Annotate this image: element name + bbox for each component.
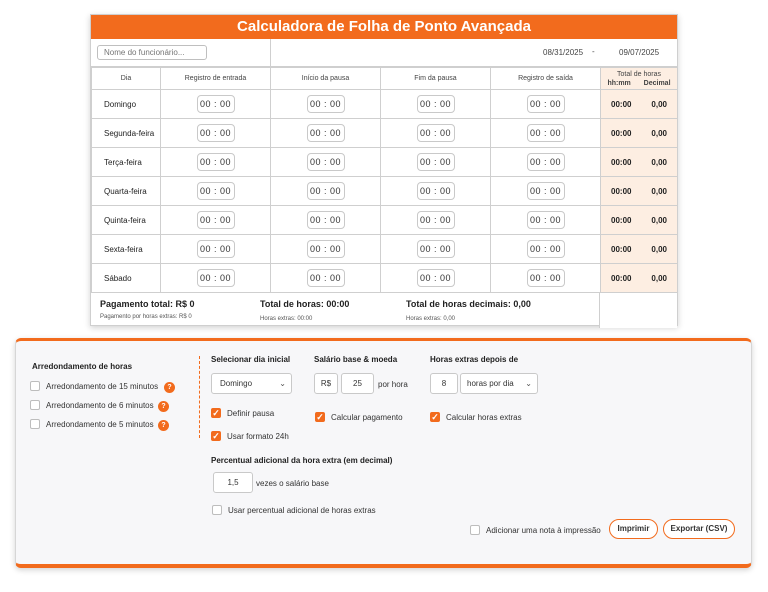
entry-time-input[interactable]: 00 : 00 [197, 269, 235, 287]
exit-time-input[interactable]: 00 : 00 [527, 182, 565, 200]
total-hours: Total de horas: 00:00 [260, 299, 350, 309]
date-separator: - [592, 47, 595, 56]
export-csv-button[interactable]: Exportar (CSV) [663, 519, 735, 539]
salary-heading: Salário base & moeda [314, 355, 398, 364]
start-day-value: Domingo [220, 379, 253, 388]
calculate-overtime-label: Calcular horas extras [446, 413, 522, 422]
overtime-hours: Horas extras: 00:00 [260, 316, 313, 322]
row-total [601, 274, 677, 283]
break-start-time-input[interactable]: 00 : 00 [307, 182, 345, 200]
exit-time-input[interactable]: 00 : 00 [527, 153, 565, 171]
salary-unit: por hora [378, 380, 408, 389]
multiplier-suffix: vezes o salário base [256, 479, 329, 488]
rounding-5-checkbox[interactable] [30, 419, 40, 429]
define-break-checkbox[interactable]: ✓ [212, 408, 220, 418]
break-start-time-input[interactable]: 00 : 00 [307, 124, 345, 142]
header-total-decimal: Decimal [643, 79, 671, 87]
break-end-time-input[interactable]: 00 : 00 [417, 269, 455, 287]
date-start[interactable]: 08/31/2025 [543, 48, 584, 57]
chevron-down-icon: ⌄ [279, 379, 286, 388]
divider [270, 39, 271, 66]
start-day-select[interactable] [211, 373, 292, 394]
overtime-decimal: Horas extras: 0,00 [406, 316, 456, 322]
break-start-time-input[interactable]: 00 : 00 [307, 95, 345, 113]
page-title: Calculadora de Folha de Ponto Avançada [91, 15, 677, 39]
calculate-payment-checkbox[interactable]: ✓ [316, 412, 324, 422]
day-label: Sexta-feira [92, 235, 161, 264]
settings-panel [15, 338, 752, 568]
header-break-end: Fim da pausa [381, 68, 491, 90]
rounding-heading: Arredondamento de horas [32, 362, 133, 371]
define-break-label: Definir pausa [227, 409, 275, 418]
salary-input[interactable] [341, 373, 374, 394]
header-total [601, 68, 678, 90]
timesheet-table [91, 67, 678, 293]
header-entry: Registro de entrada [161, 68, 271, 90]
day-label: Segunda-feira [92, 119, 161, 148]
exit-time-input[interactable]: 00 : 00 [527, 124, 565, 142]
break-start-time-input[interactable]: 00 : 00 [307, 211, 345, 229]
row-total-decimal: 0,00 [651, 128, 667, 138]
header-total-sub [601, 79, 677, 88]
overtime-threshold-input[interactable] [430, 373, 458, 394]
header-exit: Registro de saída [491, 68, 601, 90]
row-total-decimal: 0,00 [651, 99, 667, 109]
entry-time-input[interactable]: 00 : 00 [197, 153, 235, 171]
print-button[interactable]: Imprimir [609, 519, 658, 539]
entry-time-input[interactable]: 00 : 00 [197, 182, 235, 200]
break-end-time-input[interactable]: 00 : 00 [417, 182, 455, 200]
overtime-period-value: horas por dia [467, 379, 514, 388]
use-percent-checkbox[interactable] [212, 505, 222, 515]
exit-time-input[interactable]: 00 : 00 [527, 95, 565, 113]
break-start-time-input[interactable]: 00 : 00 [307, 240, 345, 258]
use-percent-label: Usar percentual adicional de horas extras [228, 506, 376, 515]
row-total-hhmm: 00:00 [611, 273, 632, 283]
row-total-decimal: 0,00 [651, 244, 667, 254]
entry-time-input[interactable]: 00 : 00 [197, 124, 235, 142]
header-break-start: Início da pausa [271, 68, 381, 90]
break-end-time-input[interactable]: 00 : 00 [417, 240, 455, 258]
entry-time-input[interactable]: 00 : 00 [197, 95, 235, 113]
table-row [92, 235, 678, 264]
overtime-period-select[interactable] [460, 373, 538, 394]
payment-total: Pagamento total: R$ 0 [100, 299, 195, 309]
row-total-hhmm: 00:00 [611, 186, 632, 196]
day-label: Terça-feira [92, 148, 161, 177]
footer-blank-cell [599, 293, 677, 328]
rounding-15-checkbox[interactable] [30, 381, 40, 391]
break-end-time-input[interactable]: 00 : 00 [417, 211, 455, 229]
rounding-6-label: Arredondamento de 6 minutos [46, 401, 154, 410]
exit-time-input[interactable]: 00 : 00 [527, 211, 565, 229]
payment-overtime: Pagamento por horas extras: R$ 0 [100, 314, 192, 320]
timesheet-card [90, 14, 678, 326]
overtime-heading: Horas extras depois de [430, 355, 519, 364]
print-note-label: Adicionar uma nota à impressão [486, 526, 601, 535]
calculate-payment-label: Calcular pagamento [331, 413, 403, 422]
help-icon[interactable]: ? [158, 420, 169, 431]
row-total-decimal: 0,00 [651, 157, 667, 167]
use-24h-checkbox[interactable]: ✓ [212, 431, 220, 441]
day-label: Quarta-feira [92, 177, 161, 206]
help-icon[interactable]: ? [158, 401, 169, 412]
total-decimal-hours: Total de horas decimais: 0,00 [406, 299, 531, 309]
row-total [601, 216, 677, 225]
salary-value: 25 [353, 379, 362, 388]
row-total-hhmm: 00:00 [611, 215, 632, 225]
exit-time-input[interactable]: 00 : 00 [527, 269, 565, 287]
overtime-threshold-value: 8 [441, 379, 447, 388]
currency-field[interactable] [314, 373, 338, 394]
row-total-decimal: 0,00 [651, 186, 667, 196]
table-row [92, 206, 678, 235]
row-total-hhmm: 00:00 [611, 157, 632, 167]
summary-footer [91, 293, 677, 328]
meta-row [91, 39, 677, 67]
overtime-multiplier-input[interactable] [213, 472, 253, 493]
start-day-heading: Selecionar dia inicial [211, 355, 291, 364]
exit-time-input[interactable]: 00 : 00 [527, 240, 565, 258]
section-divider [199, 356, 200, 438]
row-total-hhmm: 00:00 [611, 244, 632, 254]
break-end-time-input[interactable]: 00 : 00 [417, 153, 455, 171]
percent-heading: Percentual adicional da hora extra (em decimal) [211, 456, 393, 465]
rounding-15-label: Arredondamento de 15 minutos [46, 382, 159, 391]
employee-name-input[interactable] [97, 45, 207, 60]
break-end-time-input[interactable]: 00 : 00 [417, 95, 455, 113]
row-total-hhmm: 00:00 [611, 128, 632, 138]
table-row [92, 148, 678, 177]
day-label: Domingo [92, 90, 161, 119]
calculate-overtime-checkbox[interactable]: ✓ [431, 412, 439, 422]
entry-time-input[interactable]: 00 : 00 [197, 240, 235, 258]
header-total-hhmm: hh:mm [607, 79, 631, 87]
use-24h-label: Usar formato 24h [227, 432, 289, 441]
row-total [601, 129, 677, 138]
row-total [601, 100, 677, 109]
row-total-decimal: 0,00 [651, 273, 667, 283]
row-total [601, 187, 677, 196]
table-row [92, 177, 678, 206]
header-total-label: Total de horas [617, 70, 661, 78]
row-total-decimal: 0,00 [651, 215, 667, 225]
day-label: Quinta-feira [92, 206, 161, 235]
break-start-time-input[interactable]: 00 : 00 [307, 153, 345, 171]
table-header-row [92, 68, 678, 90]
chevron-down-icon: ⌄ [525, 379, 532, 388]
table-row [92, 90, 678, 119]
entry-time-input[interactable]: 00 : 00 [197, 211, 235, 229]
table-row [92, 119, 678, 148]
row-total-hhmm: 00:00 [611, 99, 632, 109]
rounding-5-label: Arredondamento de 5 minutos [46, 420, 154, 429]
date-end[interactable]: 09/07/2025 [619, 48, 660, 57]
print-note-checkbox[interactable] [470, 525, 480, 535]
break-start-time-input[interactable]: 00 : 00 [307, 269, 345, 287]
day-label: Sábado [92, 264, 161, 293]
row-total [601, 245, 677, 254]
row-total [601, 158, 677, 167]
overtime-multiplier-value: 1,5 [227, 478, 239, 487]
currency-value: R$ [320, 379, 332, 388]
help-icon[interactable]: ? [164, 382, 175, 393]
header-day: Dia [92, 68, 161, 90]
table-row [92, 264, 678, 293]
break-end-time-input[interactable]: 00 : 00 [417, 124, 455, 142]
rounding-6-checkbox[interactable] [30, 400, 40, 410]
